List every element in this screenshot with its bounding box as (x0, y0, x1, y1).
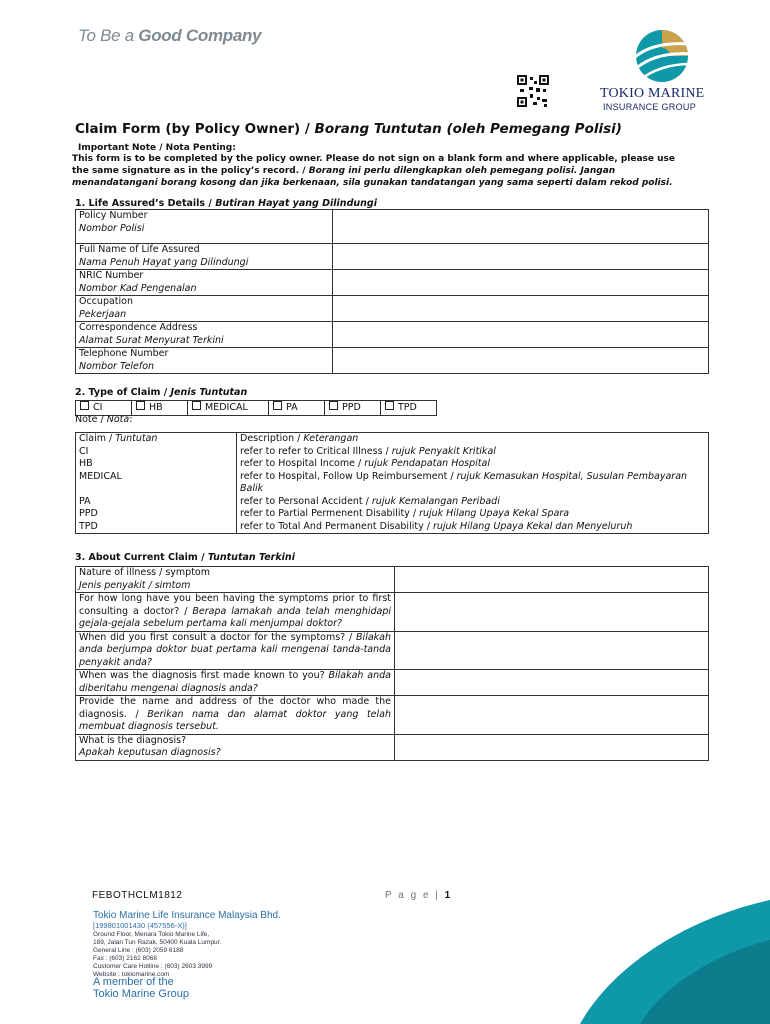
table-row (76, 210, 709, 244)
field-label: NRIC Number Nombor Kad Pengenalan (76, 270, 333, 296)
note-label: Note / Nota: (75, 414, 133, 425)
table-row: Nature of illness / symptom Jenis penyakit / simtom (76, 567, 709, 593)
life-assured-table (75, 209, 709, 374)
telephone-input[interactable] (333, 348, 709, 374)
table-row: When was the diagnosis first made known to you? Bilakah anda diberitahu mengenai diagnosis anda? (76, 670, 709, 696)
checkbox-icon[interactable] (136, 401, 145, 410)
table-row: HB refer to Hospital Income / rujuk Pendapatan Hospital (76, 458, 709, 471)
table-row: PA refer to Personal Accident / rujuk Kemalangan Peribadi (76, 496, 709, 509)
company-name: Tokio Marine Life Insurance Malaysia Bhd. (93, 910, 281, 921)
checkbox-icon[interactable] (329, 401, 338, 410)
policy-number-input[interactable] (333, 210, 709, 244)
claim-option-ci[interactable]: CI (76, 401, 132, 416)
table-row (76, 322, 709, 348)
table-row: TPD refer to Total And Permanent Disability / rujuk Hilang Upaya Kekal dan Menyeluruh (76, 521, 709, 534)
field-label: Occupation Pekerjaan (76, 296, 333, 322)
claim-option-pa[interactable]: PA (269, 401, 325, 416)
checkbox-icon[interactable] (273, 401, 282, 410)
table-row: Provide the name and address of the doctor who made the diagnosis. / Berikan nama dan alamat doktor yang telah membuat diagnosis tersebut. (76, 696, 709, 735)
claim-option-hb[interactable]: HB (132, 401, 188, 416)
brand-subtitle: INSURANCE GROUP (603, 102, 697, 112)
diagnosis-date-input[interactable] (395, 670, 709, 696)
nric-input[interactable] (333, 270, 709, 296)
table-row: When did you first consult a doctor for the symptoms? / Bilakah anda berjumpa doktor buat pertama kali mengenai tanda-tanda penyakit anda? (76, 631, 709, 670)
tagline: To Be a Good Company (78, 26, 262, 45)
table-row (76, 348, 709, 374)
company-registration: [199801001430 (457556-X)] (93, 921, 187, 930)
field-label: Policy Number Nombor Polisi (76, 210, 333, 244)
table-row: MEDICAL refer to Hospital, Follow Up Reimbursement / rujuk Kemasukan Hospital, Susulan Pembayaran Balik (76, 471, 709, 496)
address-input[interactable] (333, 322, 709, 348)
page-title: Claim Form (by Policy Owner) / Borang Tuntutan (oleh Pemegang Polisi) (75, 121, 622, 137)
field-label: Full Name of Life Assured Nama Penuh Hayat yang Dilindungi (76, 244, 333, 270)
checkbox-icon[interactable] (385, 401, 394, 410)
section-1-heading: 1. Life Assured’s Details / Butiran Hayat yang Dilindungi (75, 198, 377, 209)
table-row: Claim / Tuntutan Description / Keterangan (76, 433, 709, 446)
section-3-heading: 3. About Current Claim / Tuntutan Terkini (75, 552, 295, 563)
first-consult-input[interactable] (395, 631, 709, 670)
checkbox-icon[interactable] (80, 401, 89, 410)
claim-option-tpd[interactable]: TPD (381, 401, 437, 416)
table-row: CI refer to refer to Critical Illness / rujuk Penyakit Kritikal (76, 446, 709, 459)
table-row: PPD refer to Partial Permenent Disability / rujuk Hilang Upaya Kekal Spara (76, 508, 709, 521)
decorative-arc-icon (470, 880, 770, 1024)
field-label: Telephone Number Nombor Telefon (76, 348, 333, 374)
table-row (76, 244, 709, 270)
group-membership: A member of the Tokio Marine Group (93, 976, 189, 1000)
qr-code-icon (517, 75, 549, 107)
doctor-details-input[interactable] (395, 696, 709, 735)
full-name-input[interactable] (333, 244, 709, 270)
table-row: What is the diagnosis? Apakah keputusan diagnosis? (76, 734, 709, 760)
table-row (76, 296, 709, 322)
company-address: Ground Floor, Menara Tokio Marine Life, 189, Jalan Tun Razak, 50400 Kuala Lumpur. General Line : (603) 2059 6188 Fax : (603) 2162 8068 Customer Care Hotline : (603) 2603 3999 Website : tokiomarine.com (93, 931, 222, 978)
illness-input[interactable] (395, 567, 709, 593)
symptom-duration-input[interactable] (395, 593, 709, 632)
claim-legend-table (75, 432, 709, 534)
diagnosis-input[interactable] (395, 734, 709, 760)
current-claim-table (75, 566, 709, 761)
form-code: FEBOTHCLM1812 (92, 890, 183, 901)
claim-option-medical[interactable]: MEDICAL (188, 401, 269, 416)
field-label: Correspondence Address Alamat Surat Menyurat Terkini (76, 322, 333, 348)
page-number: P a g e | 1 (385, 890, 453, 901)
important-note-text: This form is to be completed by the policy owner. Please do not sign on a blank form and where applicable, please use the same signature as in the policy’s record. / Borang ini perlu dilengkapkan oleh pemegang polisi. Jangan menandatangani borang kosong dan jika berkenaan, sila gunakan tandatangan yang sama seperti dalam rekod polisi. (72, 154, 675, 188)
table-row: For how long have you been having the symptoms prior to first consulting a doctor? / Berapa lamakah anda telah menghidapi gejala-gejala sebelum pertama kali menjumpai doktor? (76, 593, 709, 632)
section-2-heading: 2. Type of Claim / Jenis Tuntutan (75, 387, 248, 398)
brand-name: TOKIO MARINE (600, 86, 705, 101)
claim-option-ppd[interactable]: PPD (325, 401, 381, 416)
important-note-heading: Important Note / Nota Penting: (78, 143, 236, 153)
occupation-input[interactable] (333, 296, 709, 322)
table-row (76, 270, 709, 296)
checkbox-icon[interactable] (192, 401, 201, 410)
